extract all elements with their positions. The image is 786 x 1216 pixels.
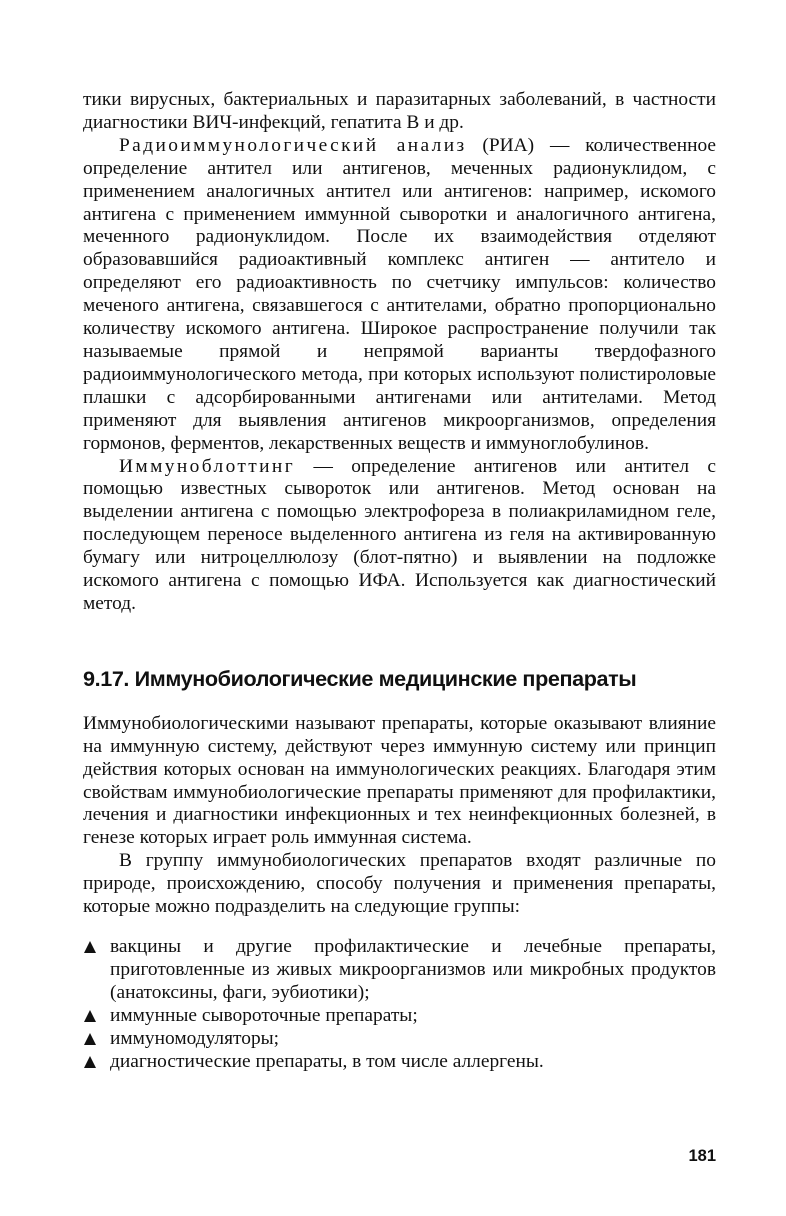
list-item-text: диагностические препараты, в том числе аллергены. [110,1050,544,1072]
paragraph-immunoblotting-text: — определение антигенов или антител с помощью известных сывороток или антигенов. Метод основан на выделении антигена с помощью электрофореза в полиакриламидном геле, последующем переносе выделенного антигена из геля на активированную бумагу или нитроцеллюлозу (блот-пятно) и выявлении на подложке искомого антигена с помощью ИФА. Используется как диагностический метод. [83,455,716,614]
list-item-text: иммуномодуляторы; [110,1027,280,1049]
page-content [83,89,716,1073]
list-item-text: вакцины и другие профилактические и лечебные препараты, приготовленные из живых микроорганизмов или микробных продуктов (анатоксины, фаги, эубиотики); [110,936,716,1003]
groups-list [83,936,716,1073]
list-item [83,1051,716,1074]
section-heading: 9.17. Иммунобиологические медицинские препараты [83,665,637,691]
paragraph-continued: тики вирусных, бактериальных и паразитарных заболеваний, в частности диагностики ВИЧ-инфекций, гепатита В и др. [83,89,716,133]
triangle-bullet-icon [84,1056,96,1068]
term-ria: Радиоиммунологический анализ [119,134,467,156]
list-item [83,936,716,1005]
list-item-text: иммунные сывороточные препараты; [110,1004,418,1026]
page-number: 181 [688,1147,716,1165]
paragraph-groups-intro: В группу иммунобиологических препаратов входят различные по природе, происхождению, способу получения и применения препараты, которые можно подразделить на следующие группы: [83,850,716,918]
paragraph-ria [83,135,716,456]
paragraph-immunoblotting [83,456,716,616]
term-immunoblotting: Иммуноблоттинг [119,455,296,477]
paragraph-definition: Иммунобиологическими называют препараты, которые оказывают влияние на иммунную систему, действуют через иммунную систему или принцип действия которых основан на иммунологических реакциях. Благодаря этим свойствам иммунобиологические препараты применяют для профилактики, лечения и диагностики инфекционных и тех неинфекционных болезней, в генезе которых играет роль иммунная система. [83,712,716,849]
list-item [83,1005,716,1028]
list-item [83,1028,716,1051]
triangle-bullet-icon [84,1033,96,1045]
triangle-bullet-icon [84,1010,96,1022]
triangle-bullet-icon [84,941,96,953]
paragraph-ria-text: (РИА) — количественное определение антител или антигенов, меченных радионуклидом, с применением аналогичных антител или антигенов: например, искомого антигена с применением иммунной сыворотки и аналогичного антигена, меченного радионуклидом. После их взаимодействия отделяют образовавшийся радиоактивный комплекс антиген — антитело и определяют его радиоактивность по счетчику импульсов: количество меченого антигена, связавшегося с антителами, обратно пропорционально количеству искомого антигена. Широкое распространение получили так называемые прямой и непрямой варианты твердофазного радиоиммунологического метода, при которых используют полистироловые плашки с адсорбированными антигенами или антителами. Метод применяют для выявления антигенов микроорганизмов, определения гормонов, ферментов, лекарственных веществ и иммуноглобулинов. [83,134,716,454]
